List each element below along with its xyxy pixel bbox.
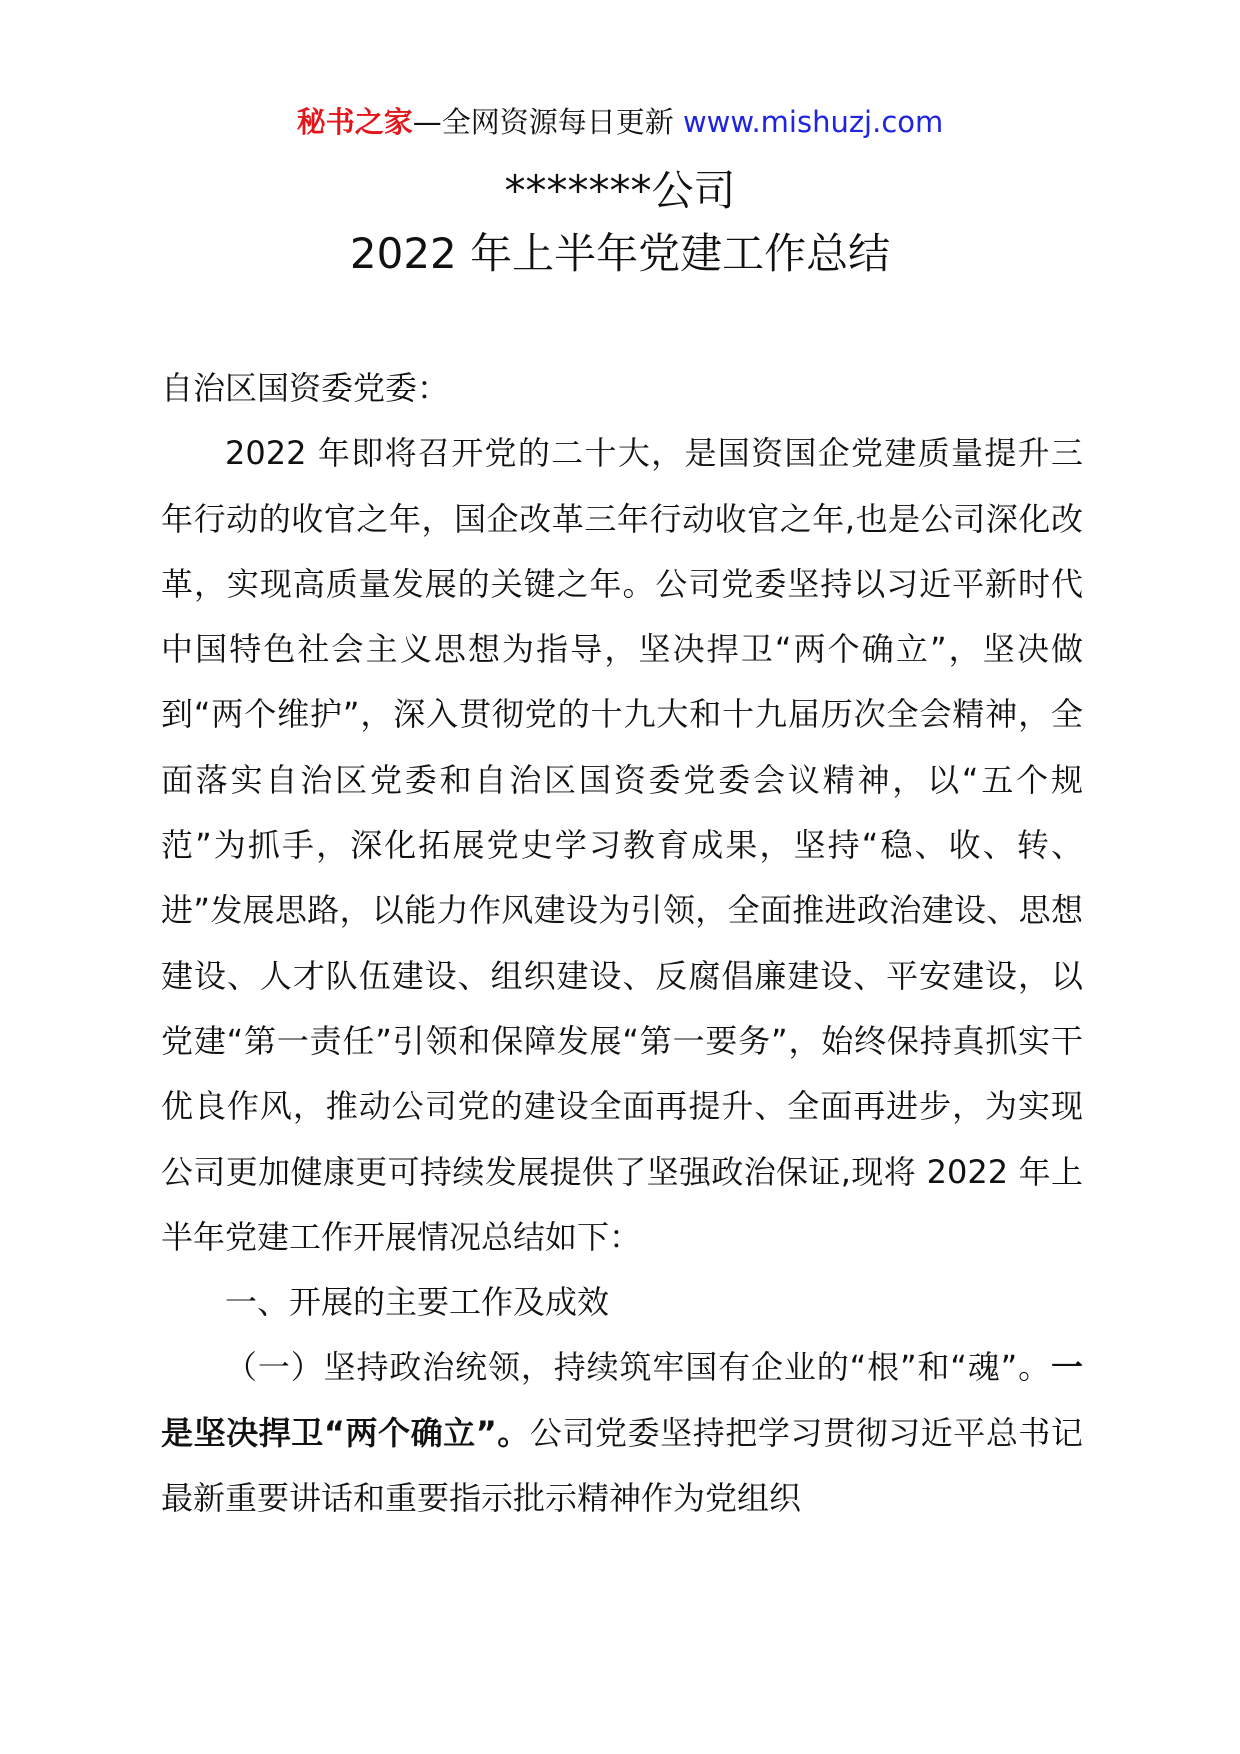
document-title-main: 2022 年上半年党建工作总结: [349, 229, 891, 278]
intro-paragraph: 2022 年即将召开党的二十大，是国资国企党建质量提升三年行动的收官之年，国企改革三年行动收官之年,也是公司深化改革，实现高质量发展的关键之年。公司党委坚持以习近平新时代中国特色社会主义思想为指导，坚决捍卫“两个确立”，坚决做到“两个维护”，深入贯彻党的十九大和十九届历次全会精神，全面落实自治区党委和自治区国资委党委会议精神，以“五个规范”为抓手，深化拓展党史学习教育成果，坚持“稳、收、转、进”发展思路，以能力作风建设为引领，全面推进政治建设、思想建设、人才队伍建设、组织建设、反腐倡廉建设、平安建设，以党建“第一责任”引领和保障发展“第一要务”，始终保持真抓实干优良作风，推动公司党的建设全面再提升、全面再进步，为实现公司更加健康更可持续发展提供了坚强政治保证,现将 2022 年上半年党建工作开展情况总结如下：: [161, 434, 1083, 1256]
banner-url[interactable]: www.mishuzj.com: [682, 105, 944, 139]
document-title-company: *******公司: [504, 166, 736, 215]
site-banner: [0, 102, 1240, 142]
section-heading: 一、开展的主要工作及成效: [225, 1283, 610, 1322]
point-one-text: 公司党委坚持把学习贯彻习近平总书记最新重要讲话和重要指示批示精神作为党组织: [161, 1413, 1083, 1518]
salutation: 自治区国资委党委：: [161, 369, 450, 407]
document-body: [161, 356, 1083, 1531]
banner-brand: 秘书之家: [296, 105, 413, 139]
banner-slogan: —全网资源每日更新: [412, 105, 683, 139]
point-one-bold: 一是坚决捍卫“两个确立”。: [161, 1348, 1083, 1452]
subsection-heading: （一）坚持政治统领，持续筑牢国有企业的“根”和“魂”。: [225, 1348, 1051, 1387]
subsection-paragraph: [161, 1335, 1083, 1531]
